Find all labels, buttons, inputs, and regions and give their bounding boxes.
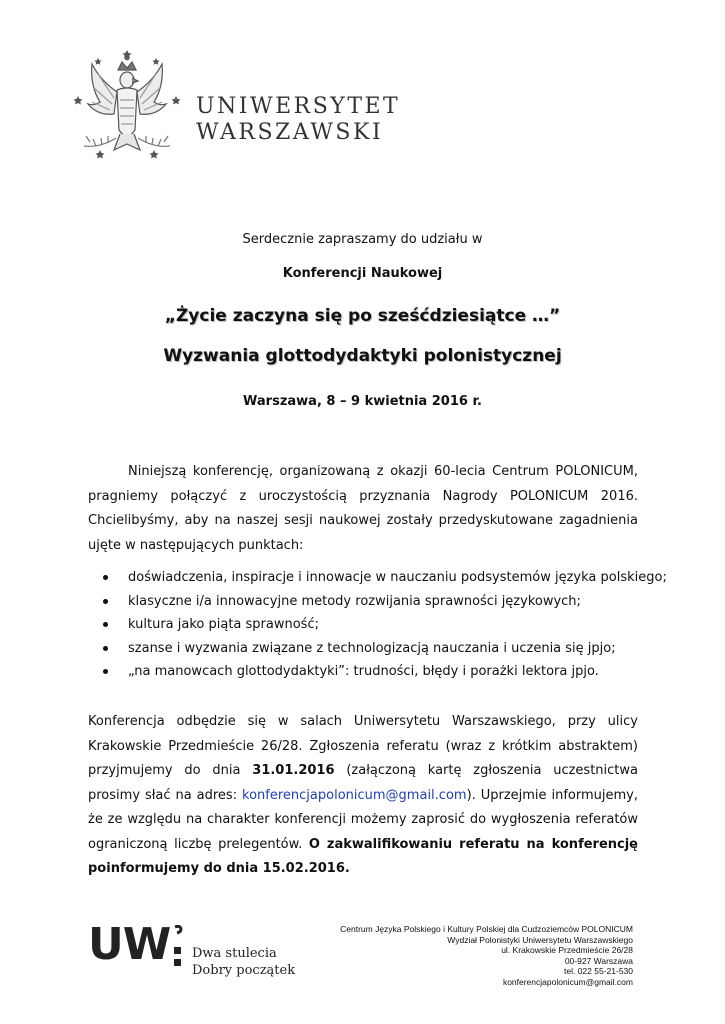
bullet-icon [103, 669, 108, 674]
details-paragraph [88, 710, 638, 882]
address-line: tel. 022 55-21-530 [564, 966, 633, 976]
list-item-text: szanse i wyzwania związane z technologizacją nauczania i uczenia się jpjo; [128, 640, 616, 656]
list-item-text: kultura jako piąta sprawność; [128, 617, 319, 632]
footer-tagline [192, 945, 295, 979]
invitation-intro: Serdecznie zapraszamy do udziału w [242, 232, 483, 247]
email-link[interactable]: konferencjapolonicum@gmail.com [242, 787, 467, 803]
university-name-line2: WARSZAWSKI [196, 120, 384, 145]
intro-paragraph: Niniejszą konferencję, organizowaną z okazji 60-lecia Centrum POLONICUM, pragniemy połączyć z uroczystością przyznania Nagrody POLONICUM 2016. Chcielibyśmy, aby na naszej sesji naukowej zostały przedyskutowane zagadnienia ujęte w następujących punktach: [88, 464, 638, 553]
uw-logo-text: UW [88, 919, 171, 970]
address-email[interactable]: konferencjapolonicum@gmail.com [502, 976, 633, 987]
list-item [88, 613, 648, 637]
address-line: ul. Krakowskie Przedmieście 26/28 [501, 945, 633, 955]
bullet-icon [103, 646, 108, 651]
list-item [88, 637, 648, 661]
details-text-part3: ). Uprzejmie informujemy, że ze względu na charakter konferencji możemy zaprosić do wygłoszenia referatów ograniczoną liczbę prelegentów. [88, 787, 638, 852]
conference-label: Konferencji Naukowej [282, 266, 443, 281]
conference-title: „Życie zaczyna się po sześćdziesiątce …” [164, 306, 561, 326]
bullet-icon [103, 622, 108, 627]
list-item-text: „na manowcach glottodydaktyki”: trudności, błędy i porażki lektora jpjo. [128, 664, 599, 679]
logo-dots-icon [172, 925, 186, 969]
address-line: Centrum Języka Polskiego i Kultury Polskiej dla Cudzoziemców POLONICUM [340, 924, 633, 934]
qualification-notice: O zakwalifikowaniu referatu na konferencję poinformujemy do dnia 15.02.2016. [88, 836, 638, 876]
footer-address [340, 924, 633, 987]
submission-deadline: 31.01.2016 [252, 763, 335, 778]
list-item-text: klasyczne i/a innowacyjne metody rozwijania sprawności językowych; [128, 593, 581, 609]
list-item [88, 660, 648, 684]
list-item [88, 566, 667, 590]
conference-place-date: Warszawa, 8 – 9 kwietnia 2016 r. [243, 394, 482, 409]
bullet-icon [103, 599, 108, 604]
details-text-part1: Konferencja odbędzie się w salach Uniwersytetu Warszawskiego, przy ulicy Krakowskie Przedmieście 26/28. Zgłoszenia referatu (wraz z krótkim abstraktem) przyjmujemy do dnia [88, 714, 638, 778]
details-text-part2: (załączoną kartę zgłoszenia uczestnictwa prosimy słać na adres: [88, 763, 638, 803]
footer-logo [88, 915, 318, 985]
university-logo [70, 50, 401, 180]
topics-list [88, 566, 667, 684]
eagle-emblem-icon [70, 50, 185, 178]
list-item-text: doświadczenia, inspiracje i innowacje w nauczaniu podsystemów języka polskiego; [128, 570, 667, 585]
tagline-line2: Dobry początek [192, 963, 296, 978]
address-line: 00-927 Warszawa [564, 955, 633, 966]
university-name-line1: UNIWERSYTET [196, 94, 401, 119]
tagline-line1: Dwa stulecia [192, 946, 277, 961]
bullet-icon [103, 575, 108, 580]
list-item [88, 590, 648, 614]
conference-subtitle: Wyzwania glottodydaktyki polonistycznej [163, 346, 562, 366]
university-name [196, 94, 400, 146]
address-line: Wydział Polonistyki Uniwersytetu Warszawskiego [447, 934, 633, 945]
